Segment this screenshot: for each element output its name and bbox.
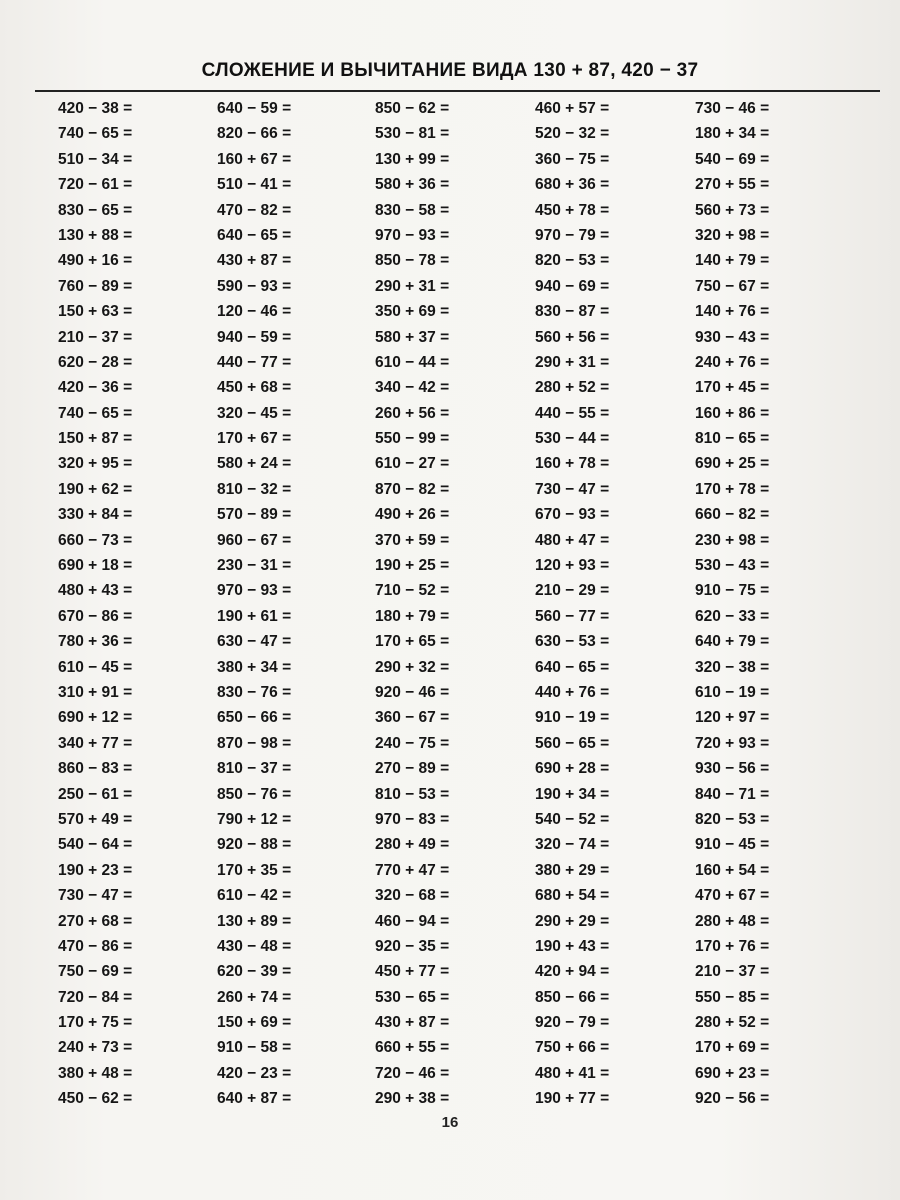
math-exercise: 580 + 36 =: [375, 176, 450, 194]
math-exercise: 780 + 36 =: [58, 633, 133, 651]
math-exercise: 180 + 34 =: [695, 125, 770, 143]
math-exercise: 260 + 56 =: [375, 404, 450, 422]
math-exercise: 720 − 84 =: [58, 988, 133, 1006]
math-exercise: 190 + 77 =: [535, 1090, 610, 1108]
math-exercise: 920 − 79 =: [535, 1014, 610, 1032]
math-exercise: 840 − 71 =: [695, 785, 770, 803]
math-exercise: 640 + 79 =: [695, 633, 770, 651]
math-exercise: 610 − 44 =: [375, 353, 450, 371]
math-exercise: 460 − 94 =: [375, 912, 450, 930]
math-exercise: 240 − 75 =: [375, 734, 450, 752]
math-exercise: 930 − 56 =: [695, 760, 770, 778]
math-exercise: 340 − 42 =: [375, 379, 450, 397]
math-exercise: 440 + 76 =: [535, 683, 610, 701]
math-exercise: 320 + 95 =: [58, 455, 133, 473]
math-exercise: 570 − 89 =: [217, 506, 292, 524]
exercise-column-2: [217, 96, 291, 1112]
math-exercise: 740 − 65 =: [58, 125, 133, 143]
math-exercise: 310 + 91 =: [58, 683, 133, 701]
math-exercise: 960 − 67 =: [217, 531, 292, 549]
math-exercise: 140 + 79 =: [695, 252, 770, 270]
math-exercise: 420 − 23 =: [217, 1064, 292, 1082]
math-exercise: 450 + 68 =: [217, 379, 292, 397]
math-exercise: 970 − 79 =: [535, 226, 610, 244]
math-exercise: 430 − 48 =: [217, 937, 292, 955]
math-exercise: 130 + 99 =: [375, 150, 450, 168]
math-exercise: 120 + 93 =: [535, 557, 610, 575]
math-exercise: 810 − 32 =: [217, 480, 292, 498]
math-exercise: 660 + 55 =: [375, 1039, 450, 1057]
math-exercise: 830 − 58 =: [375, 201, 450, 219]
math-exercise: 190 + 62 =: [58, 480, 133, 498]
math-exercise: 940 − 69 =: [535, 277, 610, 295]
math-exercise: 740 − 65 =: [58, 404, 133, 422]
math-exercise: 380 + 48 =: [58, 1064, 133, 1082]
math-exercise: 360 − 67 =: [375, 709, 450, 727]
math-exercise: 750 + 66 =: [535, 1039, 610, 1057]
math-exercise: 760 − 89 =: [58, 277, 133, 295]
math-exercise: 530 − 81 =: [375, 125, 450, 143]
math-exercise: 170 + 67 =: [217, 430, 292, 448]
math-exercise: 360 − 75 =: [535, 150, 610, 168]
math-exercise: 480 + 47 =: [535, 531, 610, 549]
math-exercise: 440 − 77 =: [217, 353, 292, 371]
math-exercise: 590 − 93 =: [217, 277, 292, 295]
math-exercise: 690 + 12 =: [58, 709, 133, 727]
math-exercise: 170 + 35 =: [217, 861, 292, 879]
math-exercise: 340 + 77 =: [58, 734, 133, 752]
math-exercise: 620 − 28 =: [58, 353, 133, 371]
math-exercise: 210 − 29 =: [535, 582, 610, 600]
exercise-column-3: [375, 96, 449, 1112]
math-exercise: 920 − 56 =: [695, 1090, 770, 1108]
math-exercise: 920 − 88 =: [217, 836, 292, 854]
math-exercise: 210 − 37 =: [58, 328, 133, 346]
math-exercise: 420 − 38 =: [58, 100, 133, 117]
math-exercise: 730 − 47 =: [58, 887, 133, 905]
math-exercise: 510 − 34 =: [58, 150, 133, 168]
math-exercise: 870 − 82 =: [375, 480, 450, 498]
math-exercise: 920 − 46 =: [375, 683, 450, 701]
math-exercise: 820 − 53 =: [535, 252, 610, 270]
math-exercise: 720 + 93 =: [695, 734, 770, 752]
math-exercise: 530 − 44 =: [535, 430, 610, 448]
math-exercise: 910 − 19 =: [535, 709, 610, 727]
math-exercise: 420 − 36 =: [58, 379, 133, 397]
math-exercise: 920 − 35 =: [375, 937, 450, 955]
math-exercise: 750 − 67 =: [695, 277, 770, 295]
math-exercise: 170 + 78 =: [695, 480, 770, 498]
math-exercise: 580 + 24 =: [217, 455, 292, 473]
math-exercise: 480 + 41 =: [535, 1064, 610, 1082]
math-exercise: 870 − 98 =: [217, 734, 292, 752]
math-exercise: 170 + 76 =: [695, 937, 770, 955]
math-exercise: 910 − 75 =: [695, 582, 770, 600]
math-exercise: 480 + 43 =: [58, 582, 133, 600]
math-exercise: 180 + 79 =: [375, 607, 450, 625]
math-exercise: 260 + 74 =: [217, 988, 292, 1006]
math-exercise: 850 − 62 =: [375, 100, 450, 117]
exercise-column-4: [535, 96, 609, 1112]
math-exercise: 470 − 82 =: [217, 201, 292, 219]
math-exercise: 230 − 31 =: [217, 557, 292, 575]
math-exercise: 770 + 47 =: [375, 861, 450, 879]
math-exercise: 160 + 67 =: [217, 150, 292, 168]
math-exercise: 850 − 66 =: [535, 988, 610, 1006]
math-exercise: 830 − 76 =: [217, 683, 292, 701]
math-exercise: 250 − 61 =: [58, 785, 133, 803]
math-exercise: 450 + 77 =: [375, 963, 450, 981]
math-exercise: 680 + 54 =: [535, 887, 610, 905]
math-exercise: 150 + 63 =: [58, 303, 133, 321]
math-exercise: 470 − 86 =: [58, 937, 133, 955]
math-exercise: 660 − 73 =: [58, 531, 133, 549]
math-exercise: 290 + 32 =: [375, 658, 450, 676]
math-exercise: 380 + 34 =: [217, 658, 292, 676]
math-exercise: 930 − 43 =: [695, 328, 770, 346]
math-exercise: 690 + 25 =: [695, 455, 770, 473]
math-exercise: 540 − 52 =: [535, 810, 610, 828]
math-exercise: 610 − 27 =: [375, 455, 450, 473]
exercise-column-1: [58, 96, 132, 1112]
math-exercise: 810 − 65 =: [695, 430, 770, 448]
math-exercise: 270 − 89 =: [375, 760, 450, 778]
math-exercise: 130 + 88 =: [58, 226, 133, 244]
math-exercise: 460 + 57 =: [535, 100, 610, 117]
math-exercise: 640 − 65 =: [217, 226, 292, 244]
math-exercise: 190 + 43 =: [535, 937, 610, 955]
math-exercise: 570 + 49 =: [58, 810, 133, 828]
title-rule: [35, 90, 880, 92]
math-exercise: 610 − 19 =: [695, 683, 770, 701]
math-exercise: 560 − 77 =: [535, 607, 610, 625]
math-exercise: 830 − 65 =: [58, 201, 133, 219]
math-exercise: 640 + 87 =: [217, 1090, 292, 1108]
math-exercise: 170 + 69 =: [695, 1039, 770, 1057]
math-exercise: 630 − 47 =: [217, 633, 292, 651]
math-exercise: 520 − 32 =: [535, 125, 610, 143]
math-exercise: 280 + 52 =: [695, 1014, 770, 1032]
math-exercise: 730 − 46 =: [695, 100, 770, 117]
math-exercise: 940 − 59 =: [217, 328, 292, 346]
math-exercise: 640 − 59 =: [217, 100, 292, 117]
math-exercise: 150 + 69 =: [217, 1014, 292, 1032]
math-exercise: 320 − 74 =: [535, 836, 610, 854]
math-exercise: 470 + 67 =: [695, 887, 770, 905]
math-exercise: 270 + 68 =: [58, 912, 133, 930]
math-exercise: 290 + 29 =: [535, 912, 610, 930]
math-exercise: 120 + 97 =: [695, 709, 770, 727]
math-exercise: 710 − 52 =: [375, 582, 450, 600]
math-exercise: 440 − 55 =: [535, 404, 610, 422]
math-exercise: 660 − 82 =: [695, 506, 770, 524]
math-exercise: 610 − 45 =: [58, 658, 133, 676]
math-exercise: 190 + 23 =: [58, 861, 133, 879]
math-exercise: 170 + 75 =: [58, 1014, 133, 1032]
math-exercise: 160 + 86 =: [695, 404, 770, 422]
math-exercise: 280 + 48 =: [695, 912, 770, 930]
math-exercise: 630 − 53 =: [535, 633, 610, 651]
math-exercise: 190 + 61 =: [217, 607, 292, 625]
math-exercise: 910 − 58 =: [217, 1039, 292, 1057]
math-exercise: 910 − 45 =: [695, 836, 770, 854]
math-exercise: 190 + 25 =: [375, 557, 450, 575]
math-exercise: 550 − 99 =: [375, 430, 450, 448]
math-exercise: 550 − 85 =: [695, 988, 770, 1006]
math-exercise: 270 + 55 =: [695, 176, 770, 194]
math-exercise: 140 + 76 =: [695, 303, 770, 321]
math-exercise: 640 − 65 =: [535, 658, 610, 676]
math-exercise: 530 − 43 =: [695, 557, 770, 575]
math-exercise: 850 − 76 =: [217, 785, 292, 803]
math-exercise: 510 − 41 =: [217, 176, 292, 194]
math-exercise: 730 − 47 =: [535, 480, 610, 498]
math-exercise: 490 + 16 =: [58, 252, 133, 270]
math-exercise: 670 − 93 =: [535, 506, 610, 524]
math-exercise: 320 + 98 =: [695, 226, 770, 244]
math-exercise: 120 − 46 =: [217, 303, 292, 321]
math-exercise: 290 + 31 =: [375, 277, 450, 295]
math-exercise: 350 + 69 =: [375, 303, 450, 321]
math-exercise: 190 + 34 =: [535, 785, 610, 803]
math-exercise: 830 − 87 =: [535, 303, 610, 321]
math-exercise: 540 − 69 =: [695, 150, 770, 168]
math-exercise: 970 − 93 =: [375, 226, 450, 244]
math-exercise: 290 + 31 =: [535, 353, 610, 371]
math-exercise: 650 − 66 =: [217, 709, 292, 727]
math-exercise: 490 + 26 =: [375, 506, 450, 524]
math-exercise: 240 + 76 =: [695, 353, 770, 371]
math-exercise: 560 − 65 =: [535, 734, 610, 752]
math-exercise: 560 + 56 =: [535, 328, 610, 346]
math-exercise: 280 + 49 =: [375, 836, 450, 854]
math-exercise: 330 + 84 =: [58, 506, 133, 524]
math-exercise: 720 − 61 =: [58, 176, 133, 194]
math-exercise: 810 − 37 =: [217, 760, 292, 778]
math-exercise: 150 + 87 =: [58, 430, 133, 448]
math-exercise: 820 − 53 =: [695, 810, 770, 828]
math-exercise: 290 + 38 =: [375, 1090, 450, 1108]
math-exercise: 430 + 87 =: [375, 1014, 450, 1032]
math-exercise: 420 + 94 =: [535, 963, 610, 981]
math-exercise: 690 + 18 =: [58, 557, 133, 575]
math-exercise: 540 − 64 =: [58, 836, 133, 854]
math-exercise: 620 − 33 =: [695, 607, 770, 625]
math-exercise: 450 + 78 =: [535, 201, 610, 219]
exercise-column-5: [695, 96, 769, 1112]
math-exercise: 560 + 73 =: [695, 201, 770, 219]
math-exercise: 160 + 54 =: [695, 861, 770, 879]
math-exercise: 530 − 65 =: [375, 988, 450, 1006]
math-exercise: 970 − 93 =: [217, 582, 292, 600]
page-title: СЛОЖЕНИЕ И ВЫЧИТАНИЕ ВИДА 130 + 87, 420 − 37: [201, 60, 699, 81]
math-exercise: 670 − 86 =: [58, 607, 133, 625]
math-exercise: 720 − 46 =: [375, 1064, 450, 1082]
math-exercise: 160 + 78 =: [535, 455, 610, 473]
math-exercise: 970 − 83 =: [375, 810, 450, 828]
math-exercise: 620 − 39 =: [217, 963, 292, 981]
math-exercise: 380 + 29 =: [535, 861, 610, 879]
math-exercise: 430 + 87 =: [217, 252, 292, 270]
math-exercise: 790 + 12 =: [217, 810, 292, 828]
math-exercise: 860 − 83 =: [58, 760, 133, 778]
math-exercise: 320 − 68 =: [375, 887, 450, 905]
math-exercise: 820 − 66 =: [217, 125, 292, 143]
math-exercise: 320 − 45 =: [217, 404, 292, 422]
math-exercise: 750 − 69 =: [58, 963, 133, 981]
math-exercise: 210 − 37 =: [695, 963, 770, 981]
math-exercise: 850 − 78 =: [375, 252, 450, 270]
math-exercise: 280 + 52 =: [535, 379, 610, 397]
math-exercise: 680 + 36 =: [535, 176, 610, 194]
math-exercise: 690 + 23 =: [695, 1064, 770, 1082]
math-exercise: 610 − 42 =: [217, 887, 292, 905]
math-exercise: 690 + 28 =: [535, 760, 610, 778]
math-exercise: 170 + 65 =: [375, 633, 450, 651]
math-exercise: 240 + 73 =: [58, 1039, 133, 1057]
math-exercise: 320 − 38 =: [695, 658, 770, 676]
math-exercise: 170 + 45 =: [695, 379, 770, 397]
math-exercise: 810 − 53 =: [375, 785, 450, 803]
math-exercise: 580 + 37 =: [375, 328, 450, 346]
math-exercise: 370 + 59 =: [375, 531, 450, 549]
math-exercise: 450 − 62 =: [58, 1090, 133, 1108]
page-number: 16: [441, 1114, 459, 1131]
math-exercise: 230 + 98 =: [695, 531, 770, 549]
math-exercise: 130 + 89 =: [217, 912, 292, 930]
